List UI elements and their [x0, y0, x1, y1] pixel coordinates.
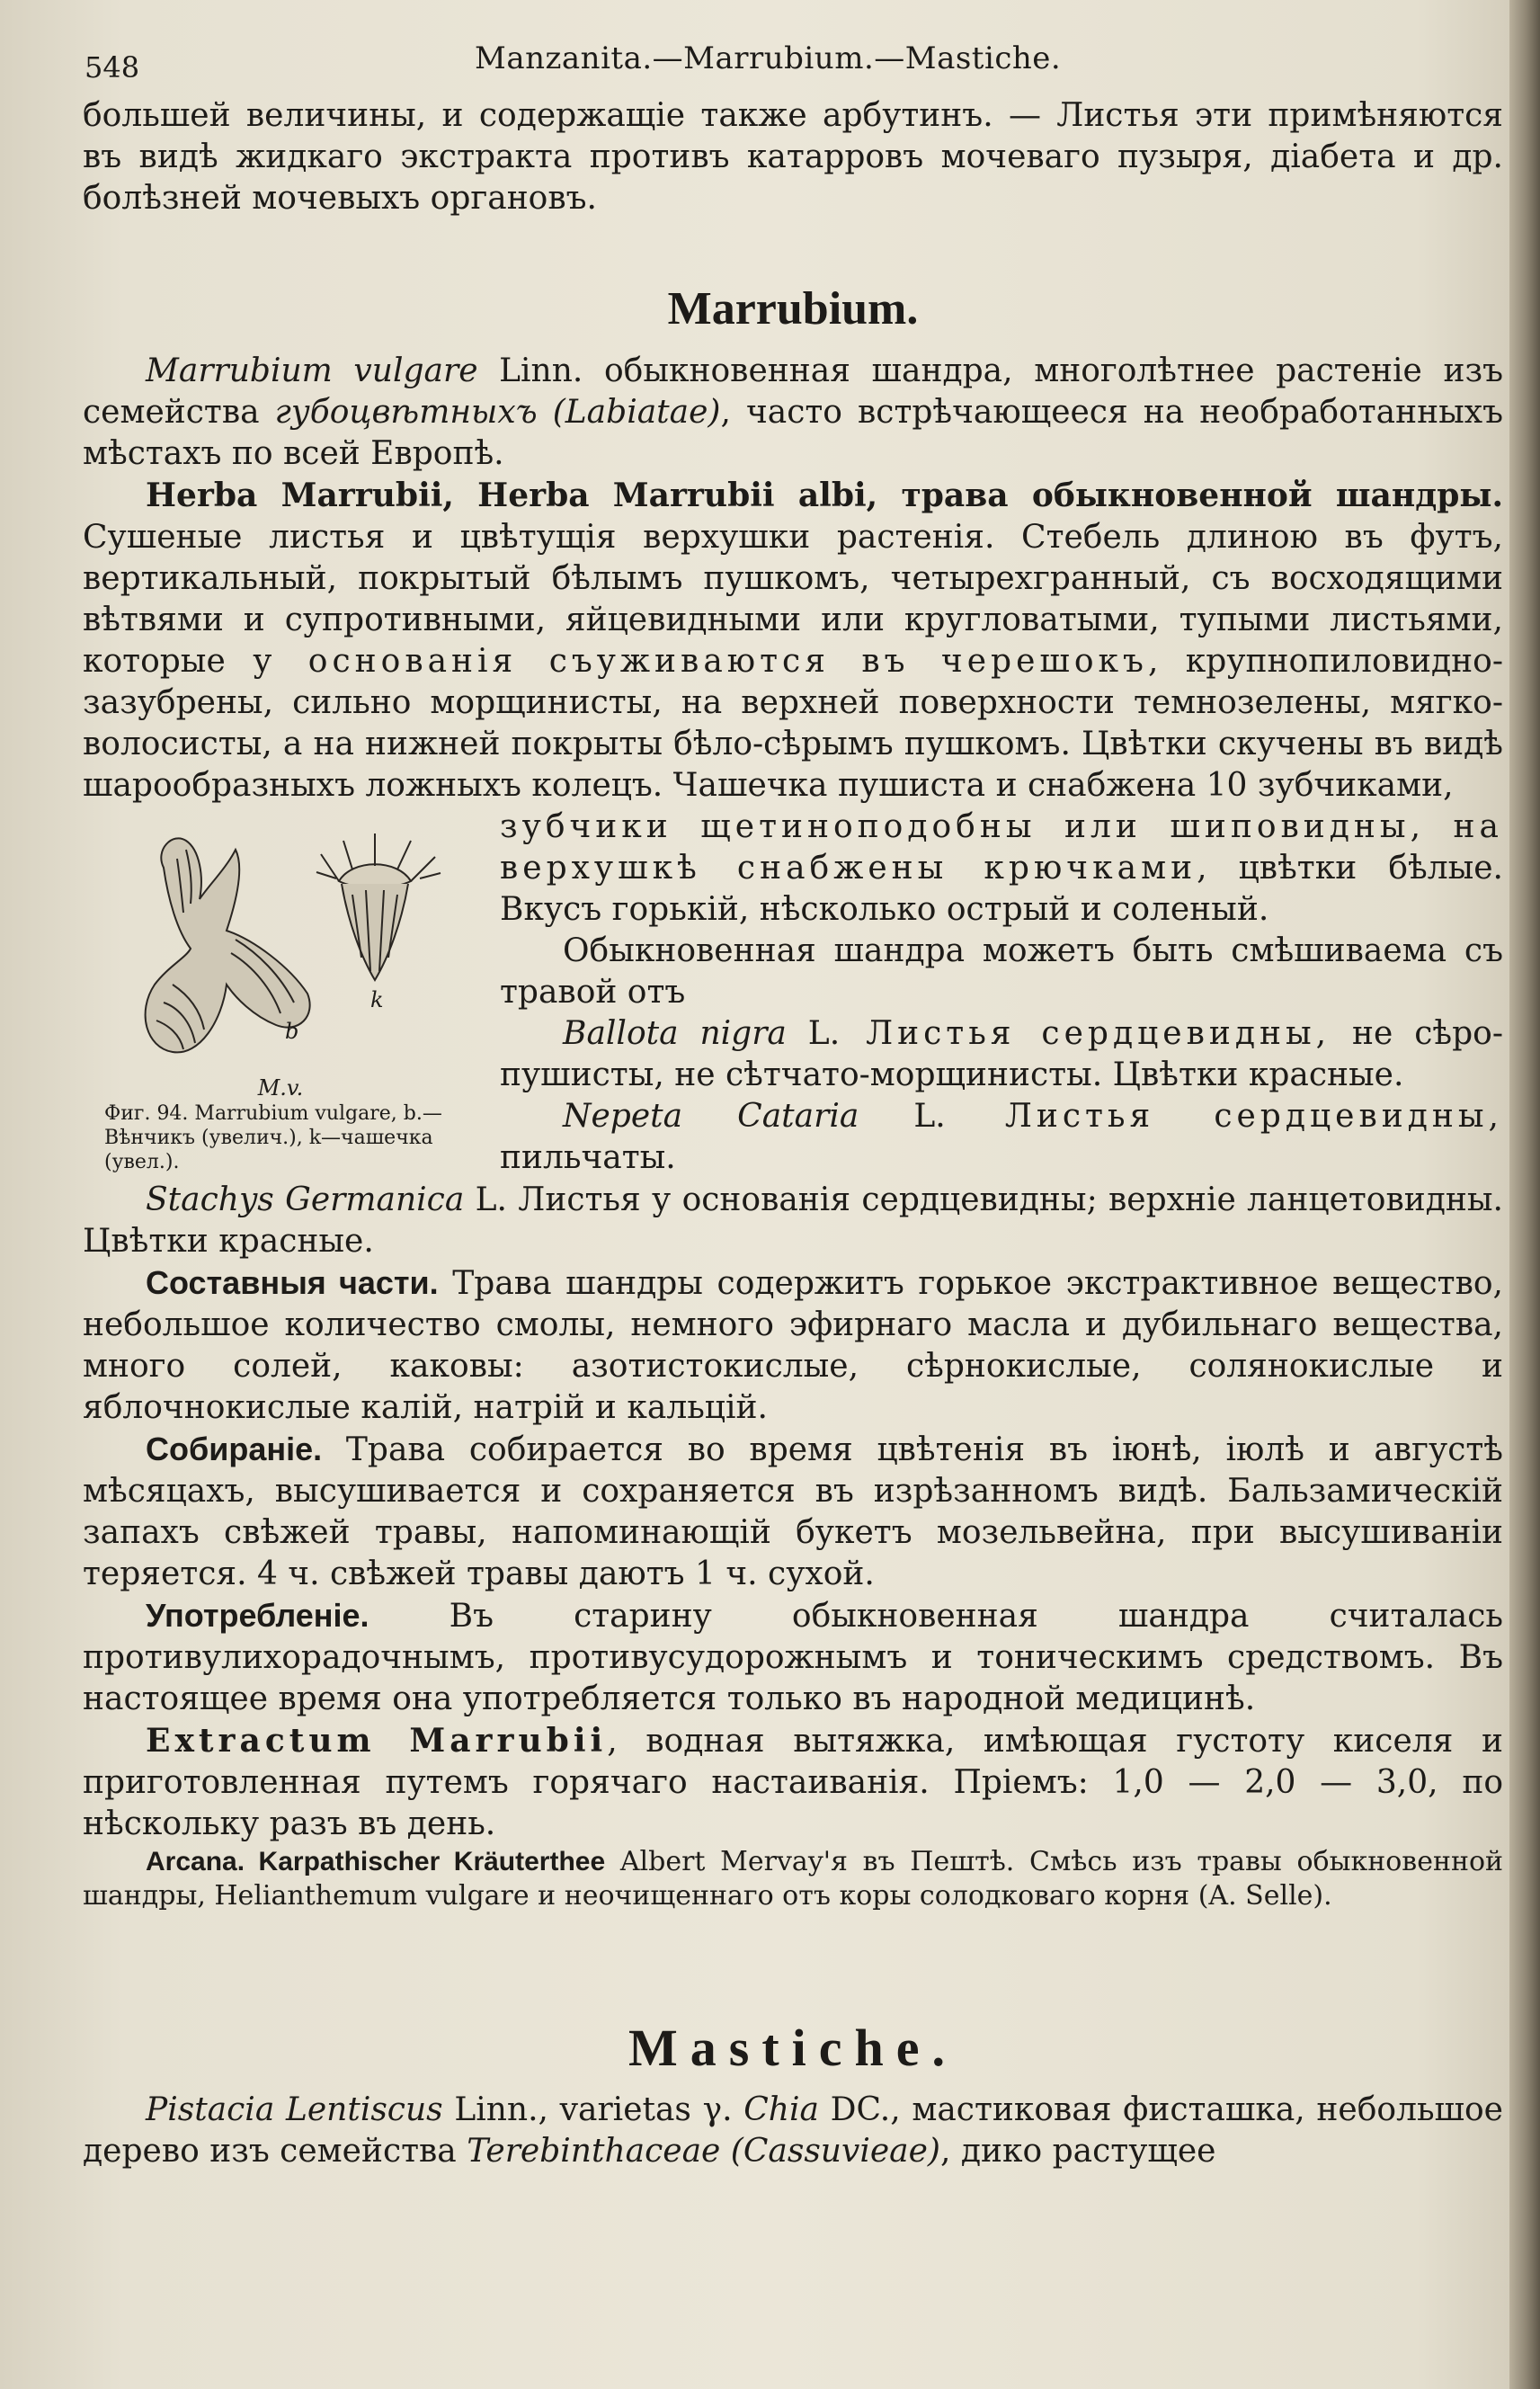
latin-name: Marrubium vulgare	[146, 352, 478, 389]
paragraph-collection	[83, 1429, 1503, 1595]
subheading-extractum: Extractum Marrubii	[146, 1722, 608, 1760]
text-run: Листья у основанія сердцевидны; верхніе ланцетовидны. Цвѣтки красные.	[83, 1181, 1503, 1260]
text-run: Linn., varietas γ.	[442, 2091, 744, 2128]
subheading-constituents: Составныя части.	[146, 1264, 439, 1301]
text-run: , дико растущее	[939, 2133, 1216, 2170]
subheading-usage: Употребленіе.	[146, 1597, 369, 1634]
text-run: не сѣро-пушисты, не сѣтчато-морщинисты. Цвѣтки красные.	[500, 1015, 1503, 1093]
paragraph-usage	[83, 1595, 1503, 1720]
subheading-collection: Собираніе.	[146, 1431, 323, 1467]
family-russian: губоцвѣтныхъ	[274, 394, 538, 431]
page-edge	[1509, 0, 1540, 2389]
family-latin: (Labiatae)	[552, 394, 721, 431]
text-run: Трава шандры содержитъ горькое экстрактивное вещество, небольшое количество смолы, немного эфирнаго масла и дубильнаго вещества, много солей, каковы: азотистокислые, сѣрнокислые, солянокислые и яблочнокислые калій, натрій и кальцій.	[83, 1265, 1503, 1426]
spaced-text: зубчики щетиноподобны или шиповидны, на верхушкѣ снабжены крючками	[500, 808, 1503, 887]
spaced-text: Листья сердцевидны,	[945, 1098, 1503, 1135]
latin-name: Ballota nigra	[563, 1015, 787, 1052]
latin-name: Chia	[743, 2091, 819, 2128]
text-run: обыкновенная шандра, многолѣтнее растеніе изъ семейства	[83, 352, 1504, 431]
page-content	[83, 32, 1503, 2172]
page-header	[83, 32, 1503, 95]
marrubium-flower-illustration	[101, 814, 460, 1074]
arcana-name: Karpathischer Kräuterthee	[245, 1847, 606, 1876]
paragraph-confusion: Обыкновенная шандра можетъ быть смѣшиваема съ травой отъ	[500, 932, 1503, 1011]
section-title-marrubium: Marrubium.	[667, 283, 919, 334]
paragraph-marrubium-vulgare	[83, 351, 1503, 475]
figure-94	[83, 814, 478, 1174]
paragraph-stachys	[83, 1180, 1503, 1262]
paragraph-arcana	[83, 1845, 1503, 1913]
figure-caption: Фиг. 94. Marrubium vulgare, b.—Вѣнчикъ (увелич.), k—чашечка (увел.).	[104, 1102, 442, 1173]
text-run: , водная вытяжка, имѣющая густоту киселя и приготовленная путемъ горячаго настаиванія. Пріемъ: 1,0 — 2,0 — 3,0, по нѣскольку разъ въ день.	[83, 1723, 1503, 1842]
spaced-text: Листья сердцевидны,	[840, 1015, 1331, 1052]
text-run: , часто встрѣчающееся на необработанныхъ мѣстахъ по всей Европѣ.	[83, 394, 1503, 472]
paragraph-constituents	[83, 1262, 1503, 1429]
text-run: , цвѣтки бѣлые. Вкусъ горькій, нѣсколько острый и соленый.	[500, 850, 1503, 928]
spaced-text: у основанія съуживаются въ черешокъ	[253, 643, 1148, 680]
author-abbrev: L.	[859, 1098, 946, 1135]
figure-label-b: b	[285, 1019, 299, 1044]
figure-label-k: k	[370, 987, 384, 1012]
author-abbrev: L.	[786, 1015, 841, 1052]
author-abbrev: Linn.	[477, 352, 583, 389]
latin-name: Pistacia Lentiscus	[146, 2091, 443, 2128]
figure-label-mv: M.v.	[257, 1075, 304, 1101]
family-latin: (Cassuvieae)	[730, 2133, 940, 2170]
text-run: , крупнопиловидно-зазубрены, сильно морщинисты, на верхней поверхности темнозелены, мягко-волосисты, а на нижней покрыты бѣло-сѣрымъ пушкомъ. Цвѣтки скучены въ видѣ шарообразныхъ ложныхъ колецъ. Чашечка пушиста и снабжена 10 зубчиками,	[83, 643, 1503, 804]
arcana-label: Arcana.	[146, 1847, 245, 1876]
paragraph-pistacia	[83, 2090, 1503, 2172]
latin-name: Nepeta Cataria	[563, 1098, 859, 1135]
text-run: DC., мастиковая фисташка, небольшое дерево изъ семейства	[83, 2091, 1503, 2170]
latin-name: Stachys Germanica	[146, 1181, 465, 1218]
intro-paragraph: большей величины, и содержащіе также арбутинъ. — Листья эти примѣняются въ видѣ жидкаго экстракта противъ катарровъ мочеваго пузыря, діабета и др. болѣзней мочевыхъ органовъ.	[83, 97, 1503, 217]
text-run: Трава собирается во время цвѣтенія въ іюнѣ, іюлѣ и августѣ мѣсяцахъ, высушивается и сохраняется въ изрѣзанномъ видѣ. Бальзамическій запахъ свѣжей травы, напоминающій букетъ мозельвейна, при высушиваніи теряется. 4 ч. свѣжей травы даютъ 1 ч. сухой.	[83, 1431, 1503, 1592]
text-run: Въ старину обыкновенная шандра считалась противулихорадочнымъ, противусудорожнымъ и тоническимъ средствомъ. Въ настоящее время она употребляется только въ народной медицинѣ.	[83, 1598, 1503, 1717]
running-head: Manzanita.—Marrubium.—Mastiche.	[475, 40, 1062, 76]
herba-heading: Herba Marrubii, Herba Marrubii albi, трава обыкновенной шандры.	[146, 477, 1503, 514]
paragraph-extractum	[83, 1720, 1503, 1845]
text-run: пильчаты.	[500, 1139, 676, 1176]
herba-block	[83, 475, 1503, 1180]
author-abbrev: L.	[464, 1181, 507, 1218]
page-number: 548	[85, 50, 140, 85]
text-run: Сушеные листья и цвѣтущія верхушки растенія. Стебель длиною въ футъ, вертикальный, покрытый бѣлымъ пушкомъ, четырехгранный, съ восходящими вѣтвями и супротивными, яйцевидными или кругловатыми, тупыми листьями, которые	[83, 519, 1503, 680]
section-title-mastiche: Mastiche.	[628, 2019, 957, 2077]
family-latin: Terebinthaceae	[467, 2133, 721, 2170]
paragraph-herba	[83, 475, 1503, 807]
text-run: Albert Mervay'я въ Пештѣ. Смѣсь изъ травы обыкновенной шандры, Helianthemum vulgare и неочищеннаго отъ коры солодковаго корня (A. Selle).	[83, 1846, 1503, 1912]
